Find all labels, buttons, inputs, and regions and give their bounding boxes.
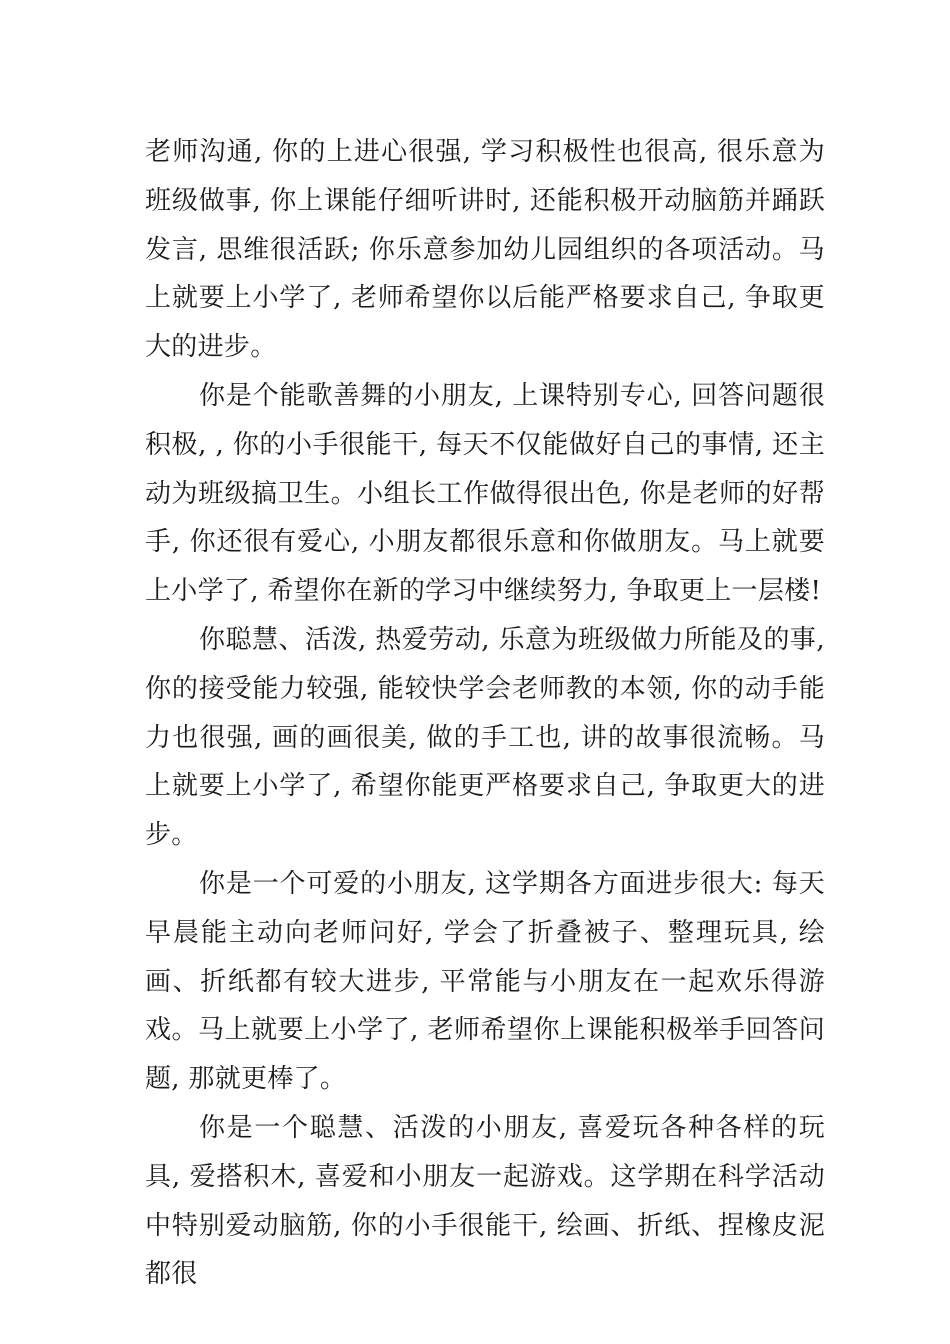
paragraph-5: 你是一个聪慧、活泼的小朋友, 喜爱玩各种各样的玩具, 爱搭积木, 喜爱和小朋友一起游戏。这学期在科学活动中特别爱动脑筋, 你的小手很能干, 绘画、折纸、捏橡皮泥都很 bbox=[145, 1112, 825, 1290]
paragraph-2: 你是个能歌善舞的小朋友, 上课特别专心, 回答问题很积极, , 你的小手很能干, 每天不仅能做好自己的事情, 还主动为班级搞卫生。小组长工作做得很出色, 你是老师的好帮手, 你还很有爱心, 小朋友都很乐意和你做朋友。马上就要上小学了, 希望你在新的学习中继续努力, 争取更上一层楼! bbox=[145, 380, 825, 607]
paragraph-3: 你聪慧、活泼, 热爱劳动, 乐意为班级做力所能及的事, 你的接受能力较强, 能较快学会老师教的本领, 你的动手能力也很强, 画的画很美, 做的手工也, 讲的故事很流畅。马上就要上小学了, 希望你能更严格要求自己, 争取更大的进步。 bbox=[145, 624, 825, 851]
paragraph-1: 老师沟通, 你的上进心很强, 学习积极性也很高, 很乐意为班级做事, 你上课能仔细听讲时, 还能积极开动脑筋并踊跃发言, 思维很活跃; 你乐意参加幼儿园组织的各项活动。马上就要上小学了, 老师希望你以后能严格要求自己, 争取更大的进步。 bbox=[145, 137, 825, 363]
document-body bbox=[145, 128, 825, 1299]
paragraph-4: 你是一个可爱的小朋友, 这学期各方面进步很大: 每天早晨能主动向老师问好, 学会了折叠被子、整理玩具, 绘画、折纸都有较大进步, 平常能与小朋友在一起欢乐得游戏。马上就要上小学了, 老师希望你上课能积极举手回答问题, 那就更棒了。 bbox=[145, 868, 825, 1095]
